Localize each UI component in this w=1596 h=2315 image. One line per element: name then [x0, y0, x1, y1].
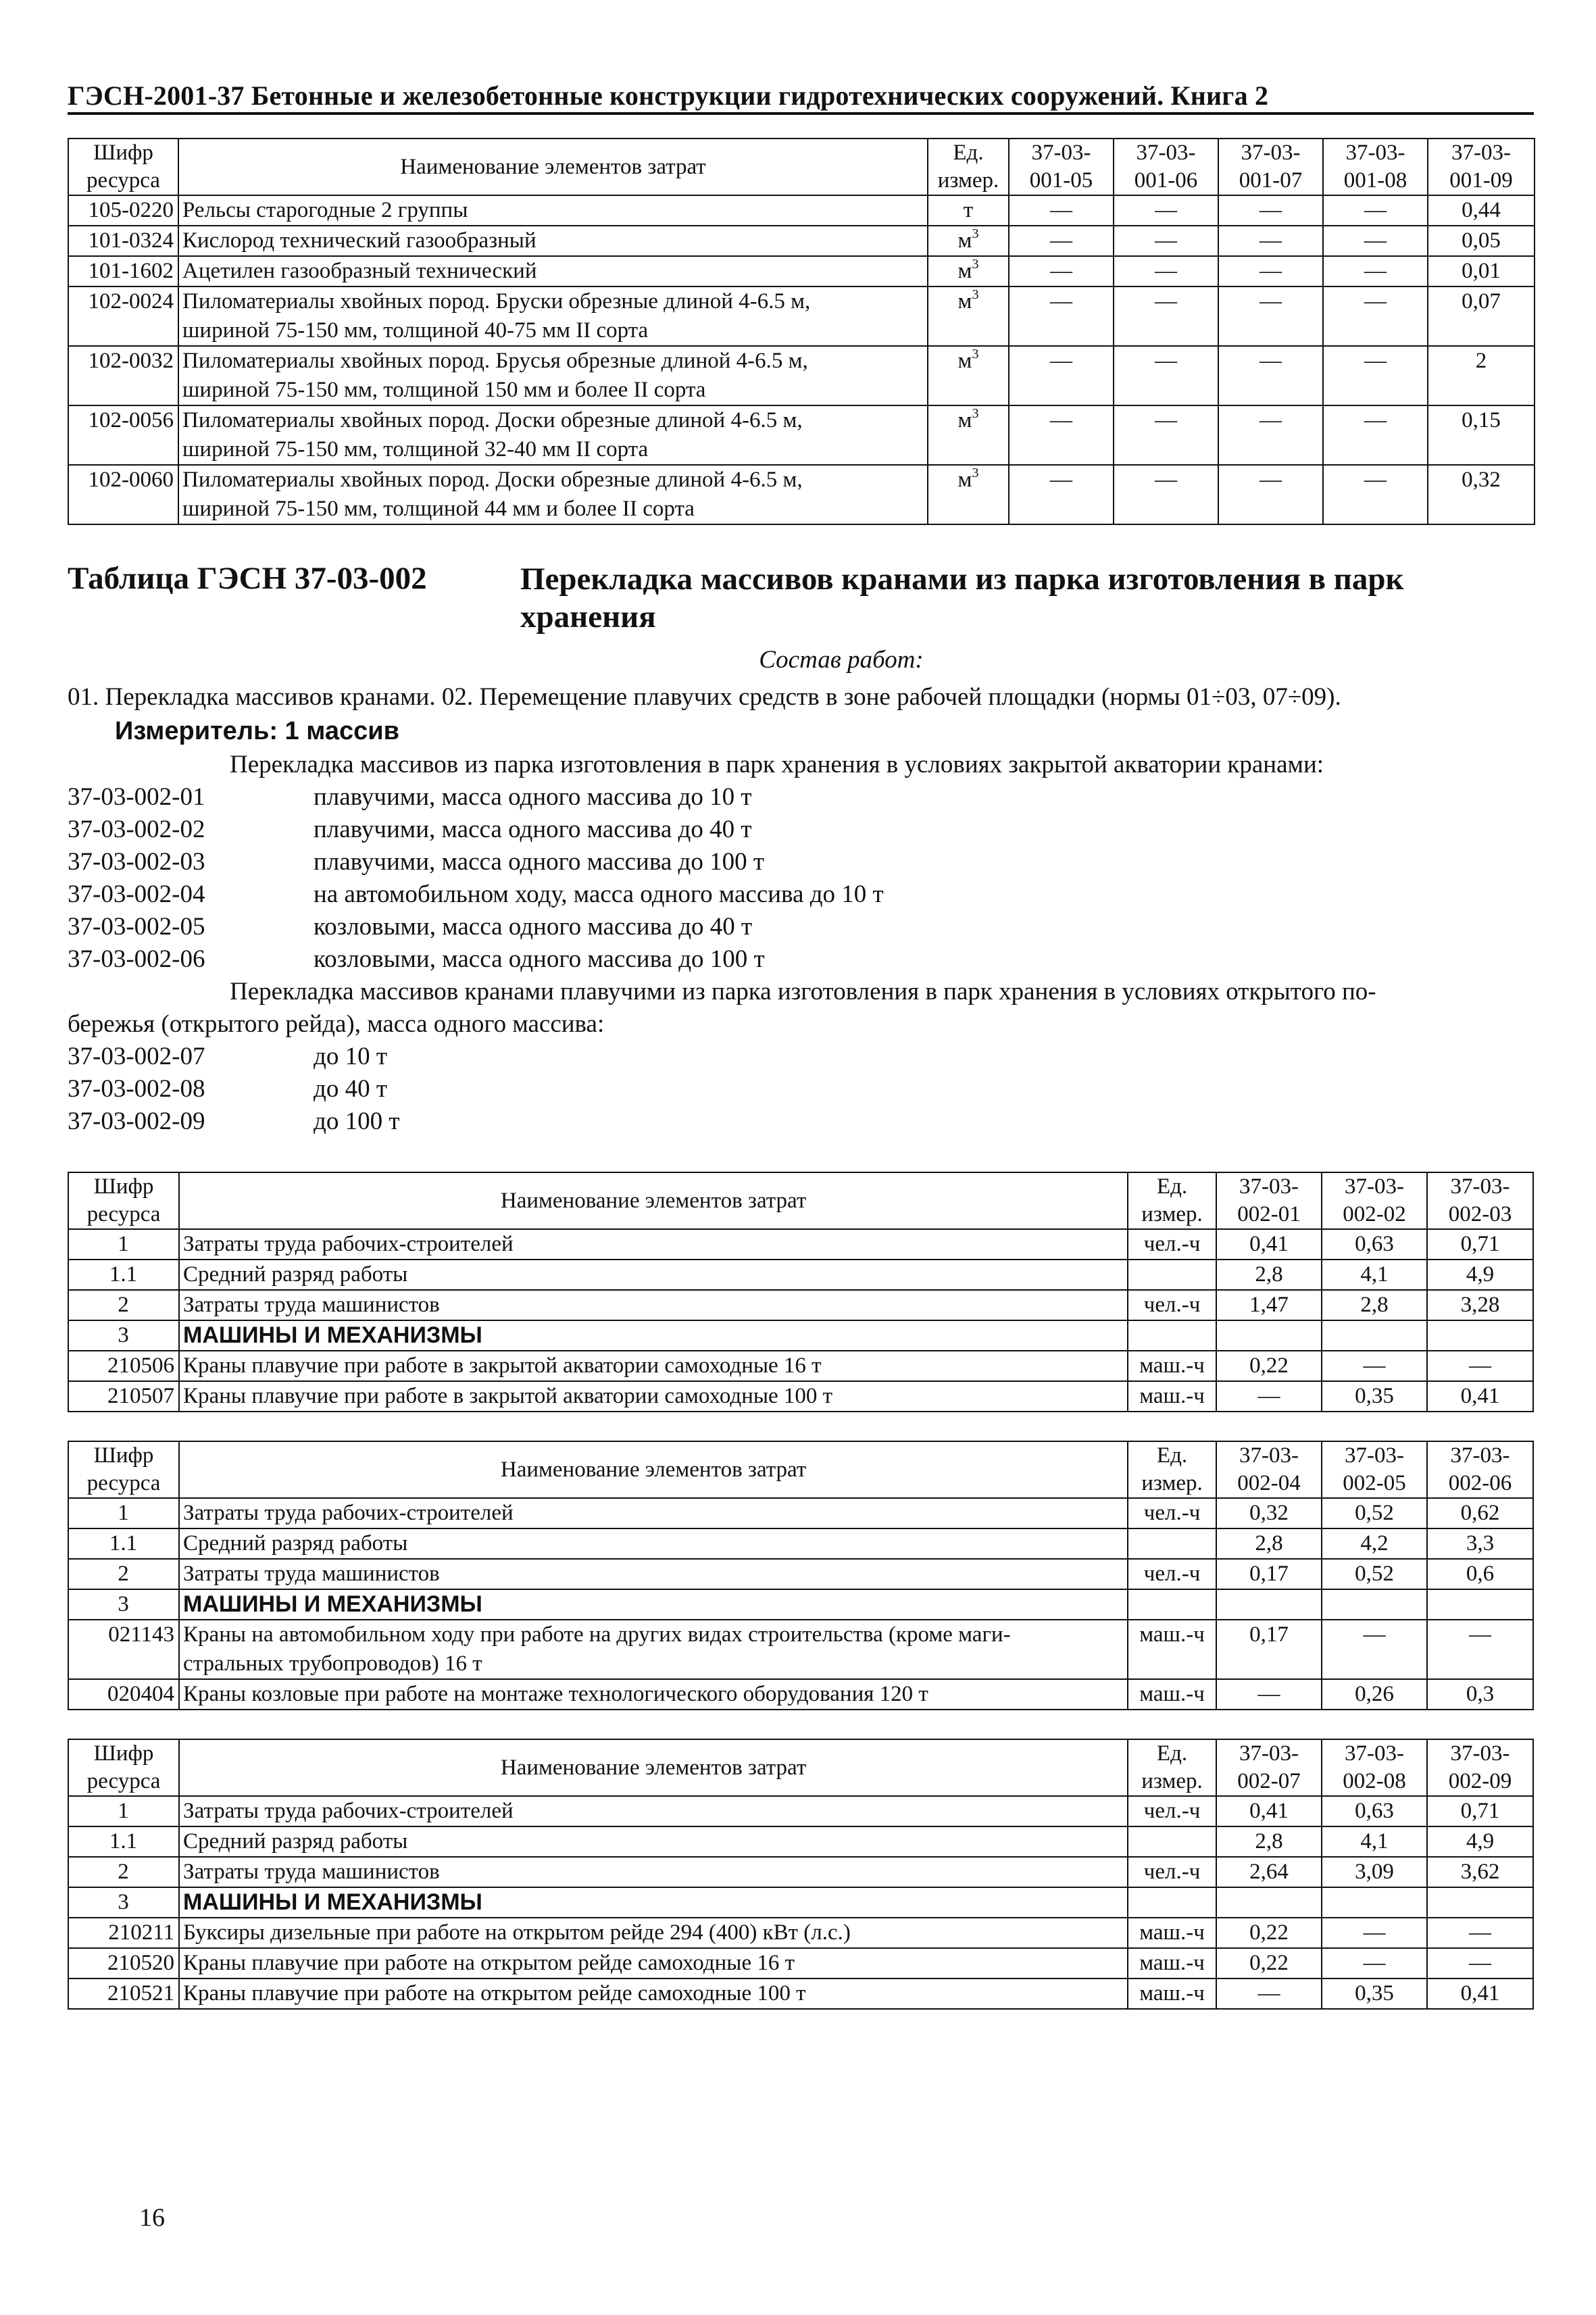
value: — — [1322, 1620, 1427, 1679]
unit: $м^3$ — [928, 287, 1009, 346]
value: — — [1323, 287, 1428, 346]
unit: чел.-ч — [1128, 1498, 1216, 1528]
resource-code: 105-0220 — [68, 195, 178, 226]
header-unit: Ед. измер. — [1128, 1441, 1216, 1498]
value: — — [1114, 287, 1218, 346]
unit: $м^3$ — [928, 405, 1009, 465]
value: 0,22 — [1216, 1948, 1322, 1978]
norm-code: 37-03-002-06 — [68, 945, 205, 973]
resource-table-002-04-06 — [68, 1441, 1534, 1710]
resource-code: 2 — [68, 1857, 179, 1887]
value: 3,3 — [1427, 1528, 1533, 1559]
page-number: 16 — [139, 2204, 165, 2232]
value: 0,41 — [1427, 1381, 1533, 1412]
header-norm: 37-03- 002-02 — [1322, 1172, 1427, 1229]
resource-name: Кислород технический газообразный — [178, 226, 928, 256]
norm-text: плавучими, масса одного массива до 100 т — [314, 848, 765, 876]
value — [1427, 1589, 1533, 1620]
value: — — [1427, 1620, 1533, 1679]
resource-name: Затраты труда рабочих-строителей — [179, 1498, 1128, 1528]
resource-code: 210506 — [68, 1351, 179, 1381]
resource-code: 3 — [68, 1320, 179, 1351]
table-row — [68, 1351, 1533, 1381]
resource-code: 3 — [68, 1589, 179, 1620]
value — [1216, 1887, 1322, 1918]
table-row — [68, 1796, 1533, 1826]
norm-item — [68, 781, 1534, 814]
table-section-row — [68, 1887, 1533, 1918]
norm-text: плавучими, масса одного массива до 40 т — [314, 816, 752, 843]
value: 0,17 — [1216, 1620, 1322, 1679]
value: 0,15 — [1428, 405, 1535, 465]
section-heading: МАШИНЫ И МЕХАНИЗМЫ — [179, 1887, 1128, 1918]
table-row — [68, 1498, 1533, 1528]
value: 0,41 — [1216, 1796, 1322, 1826]
value: — — [1323, 405, 1428, 465]
norm-item — [68, 1041, 1534, 1073]
value: 2,8 — [1322, 1290, 1427, 1320]
value: 0,52 — [1322, 1559, 1427, 1589]
unit: чел.-ч — [1128, 1559, 1216, 1589]
unit: чел.-ч — [1128, 1229, 1216, 1260]
table-row — [68, 1948, 1533, 1978]
value: 3,62 — [1427, 1857, 1533, 1887]
table-row — [68, 226, 1535, 256]
resource-table-002-01-03 — [68, 1172, 1534, 1412]
header-norm: 37-03- 001-08 — [1323, 139, 1428, 195]
table-row — [68, 1381, 1533, 1412]
section-heading: МАШИНЫ И МЕХАНИЗМЫ — [179, 1589, 1128, 1620]
value: 0,71 — [1427, 1796, 1533, 1826]
value: — — [1323, 226, 1428, 256]
value: — — [1009, 465, 1114, 524]
value: — — [1009, 405, 1114, 465]
resource-code: 210521 — [68, 1978, 179, 2009]
unit: чел.-ч — [1128, 1290, 1216, 1320]
value — [1216, 1320, 1322, 1351]
header-norm: 37-03- 002-01 — [1216, 1172, 1322, 1229]
header-norm: 37-03- 002-06 — [1427, 1441, 1533, 1498]
table-row — [68, 1826, 1533, 1857]
norm-item — [68, 911, 1534, 943]
header-code: Шифр ресурса — [68, 1172, 179, 1229]
header-name: Наименование элементов затрат — [179, 1172, 1128, 1229]
value — [1427, 1320, 1533, 1351]
table-row — [68, 1679, 1533, 1710]
value: — — [1218, 465, 1323, 524]
resource-name: Затраты труда машинистов — [179, 1290, 1128, 1320]
value: 0,22 — [1216, 1351, 1322, 1381]
value — [1322, 1320, 1427, 1351]
value: 2,8 — [1216, 1528, 1322, 1559]
value: 1,47 — [1216, 1290, 1322, 1320]
resource-name: Средний разряд работы — [179, 1260, 1128, 1290]
header-name: Наименование элементов затрат — [179, 1739, 1128, 1796]
value: — — [1009, 287, 1114, 346]
unit: $м^3$ — [928, 346, 1009, 405]
norm-item — [68, 814, 1534, 846]
resource-code: 3 — [68, 1887, 179, 1918]
norm-code: 37-03-002-01 — [68, 783, 205, 811]
value: — — [1216, 1978, 1322, 2009]
resource-code: 102-0024 — [68, 287, 178, 346]
unit — [1128, 1260, 1216, 1290]
resource-name: Краны плавучие при работе в закрытой акватории самоходные 16 т — [179, 1351, 1128, 1381]
resource-name: Ацетилен газообразный технический — [178, 256, 928, 287]
header-norm: 37-03- 002-09 — [1427, 1739, 1533, 1796]
norm-code: 37-03-002-04 — [68, 880, 205, 908]
value: — — [1114, 195, 1218, 226]
value: — — [1218, 226, 1323, 256]
header-norm: 37-03- 002-04 — [1216, 1441, 1322, 1498]
value: 2 — [1428, 346, 1535, 405]
unit: чел.-ч — [1128, 1796, 1216, 1826]
unit — [1128, 1528, 1216, 1559]
value: 0,32 — [1428, 465, 1535, 524]
value: 0,22 — [1216, 1918, 1322, 1948]
resource-name: Пиломатериалы хвойных пород. Брусья обрезные длиной 4-6.5 м, шириной 75-150 мм, толщиной 150 мм и более II сорта — [178, 346, 928, 405]
value: — — [1114, 405, 1218, 465]
value: 2,8 — [1216, 1826, 1322, 1857]
value: 0,07 — [1428, 287, 1535, 346]
value: — — [1009, 195, 1114, 226]
resource-code: 102-0032 — [68, 346, 178, 405]
unit: маш.-ч — [1128, 1918, 1216, 1948]
table-row — [68, 1857, 1533, 1887]
resource-name: Средний разряд работы — [179, 1528, 1128, 1559]
resource-code: 020404 — [68, 1679, 179, 1710]
value: — — [1427, 1918, 1533, 1948]
resource-name: Пиломатериалы хвойных пород. Доски обрезные длиной 4-6.5 м, шириной 75-150 мм, толщиной 44 мм и более II сорта — [178, 465, 928, 524]
value: — — [1009, 346, 1114, 405]
value: 4,9 — [1427, 1826, 1533, 1857]
resource-table-002-07-09 — [68, 1739, 1534, 2010]
header-norm: 37-03- 002-07 — [1216, 1739, 1322, 1796]
unit: $м^3$ — [928, 465, 1009, 524]
resource-code: 021143 — [68, 1620, 179, 1679]
table-row — [68, 1229, 1533, 1260]
unit: чел.-ч — [1128, 1857, 1216, 1887]
header-norm: 37-03- 001-05 — [1009, 139, 1114, 195]
resource-name: Пиломатериалы хвойных пород. Доски обрезные длиной 4-6.5 м, шириной 75-150 мм, толщиной 32-40 мм II сорта — [178, 405, 928, 465]
table-row — [68, 1978, 1533, 2009]
table-row — [68, 1620, 1533, 1679]
work-composition-label: Состав работ: — [759, 646, 924, 674]
table-section-row — [68, 1320, 1533, 1351]
unit: $м^3$ — [928, 256, 1009, 287]
table-row — [68, 1290, 1533, 1320]
norm-text: козловыми, масса одного массива до 40 т — [314, 913, 753, 941]
header-norm: 37-03- 001-09 — [1428, 139, 1535, 195]
value: — — [1427, 1351, 1533, 1381]
header-norm: 37-03- 002-05 — [1322, 1441, 1427, 1498]
page-header: ГЭСН-2001-37 Бетонные и железобетонные конструкции гидротехнических сооружений. Книга 2 — [68, 81, 1534, 115]
value: 0,26 — [1322, 1679, 1427, 1710]
value: 0,6 — [1427, 1559, 1533, 1589]
norm-text: до 10 т — [314, 1043, 387, 1070]
resource-name: Краны плавучие при работе на открытом рейде самоходные 100 т — [179, 1978, 1128, 2009]
header-norm: 37-03- 002-03 — [1427, 1172, 1533, 1229]
resource-name: Средний разряд работы — [179, 1826, 1128, 1857]
section-title-block — [68, 560, 1534, 641]
resource-code: 1 — [68, 1796, 179, 1826]
value: — — [1216, 1679, 1322, 1710]
value: 0,63 — [1322, 1229, 1427, 1260]
norm-text: козловыми, масса одного массива до 100 т — [314, 945, 765, 973]
table-row — [68, 1528, 1533, 1559]
value: 0,17 — [1216, 1559, 1322, 1589]
unit: $м^3$ — [928, 226, 1009, 256]
resource-name: Краны козловые при работе на монтаже технологического оборудования 120 т — [179, 1679, 1128, 1710]
header-code: Шифр ресурса — [68, 1739, 179, 1796]
norm-item — [68, 878, 1534, 911]
resource-code: 102-0056 — [68, 405, 178, 465]
value: — — [1427, 1948, 1533, 1978]
norm-code: 37-03-002-08 — [68, 1075, 205, 1103]
header-code: Шифр ресурса — [68, 139, 178, 195]
table-row — [68, 405, 1535, 465]
resource-name: Пиломатериалы хвойных пород. Бруски обрезные длиной 4-6.5 м, шириной 75-150 мм, толщиной 40-75 мм II сорта — [178, 287, 928, 346]
resource-code: 1.1 — [68, 1826, 179, 1857]
header-norm: 37-03- 002-08 — [1322, 1739, 1427, 1796]
header-unit: Ед. измер. — [1128, 1172, 1216, 1229]
table-row — [68, 346, 1535, 405]
table-row — [68, 1918, 1533, 1948]
value — [1216, 1589, 1322, 1620]
value: — — [1114, 226, 1218, 256]
resource-code: 101-0324 — [68, 226, 178, 256]
value: — — [1009, 226, 1114, 256]
resource-name: Краны плавучие при работе в закрытой акватории самоходные 100 т — [179, 1381, 1128, 1412]
unit: маш.-ч — [1128, 1948, 1216, 1978]
norm-code: 37-03-002-09 — [68, 1107, 205, 1135]
header-norm: 37-03- 001-07 — [1218, 139, 1323, 195]
table-row — [68, 1260, 1533, 1290]
value: — — [1114, 346, 1218, 405]
resource-code: 102-0060 — [68, 465, 178, 524]
unit — [1128, 1826, 1216, 1857]
unit — [1128, 1887, 1216, 1918]
table-row — [68, 1559, 1533, 1589]
norm-item — [68, 943, 1534, 976]
value: — — [1322, 1351, 1427, 1381]
value: — — [1009, 256, 1114, 287]
unit: маш.-ч — [1128, 1679, 1216, 1710]
value: 3,28 — [1427, 1290, 1533, 1320]
unit: маш.-ч — [1128, 1620, 1216, 1679]
resource-name: Краны на автомобильном ходу при работе на других видах строительства (кроме маги- стральных трубопроводов) 16 т — [179, 1620, 1128, 1679]
table-row — [68, 256, 1535, 287]
unit: маш.-ч — [1128, 1351, 1216, 1381]
table-header-row — [68, 1172, 1533, 1229]
value: 2,64 — [1216, 1857, 1322, 1887]
resource-code: 101-1602 — [68, 256, 178, 287]
value: 0,35 — [1322, 1381, 1427, 1412]
value: 4,2 — [1322, 1528, 1427, 1559]
value: 0,52 — [1322, 1498, 1427, 1528]
table-title: Перекладка массивов кранами из парка изготовления в парк хранения — [520, 562, 1404, 634]
resource-code: 2 — [68, 1559, 179, 1589]
value: 0,62 — [1427, 1498, 1533, 1528]
resource-code: 1 — [68, 1229, 179, 1260]
resource-code: 210520 — [68, 1948, 179, 1978]
section-heading: МАШИНЫ И МЕХАНИЗМЫ — [179, 1320, 1128, 1351]
value: 0,71 — [1427, 1229, 1533, 1260]
unit — [1128, 1320, 1216, 1351]
value: — — [1322, 1948, 1427, 1978]
value: 0,44 — [1428, 195, 1535, 226]
resource-name: Затраты труда рабочих-строителей — [179, 1796, 1128, 1826]
value: — — [1322, 1918, 1427, 1948]
value: 2,8 — [1216, 1260, 1322, 1290]
value: 0,41 — [1216, 1229, 1322, 1260]
value: 0,32 — [1216, 1498, 1322, 1528]
table-header-row — [68, 1441, 1533, 1498]
norm-text: до 100 т — [314, 1107, 400, 1135]
norms-intro: Перекладка массивов из парка изготовления в парк хранения в условиях закрытой акватории кранами: — [230, 751, 1324, 778]
norm-text: на автомобильном ходу, масса одного массива до 10 т — [314, 880, 884, 908]
value: — — [1218, 346, 1323, 405]
norm-code: 37-03-002-02 — [68, 816, 205, 843]
value — [1427, 1887, 1533, 1918]
resource-code: 2 — [68, 1290, 179, 1320]
resource-code: 1.1 — [68, 1260, 179, 1290]
unit: т — [928, 195, 1009, 226]
norms-intro-2: Перекладка массивов кранами плавучими из парка изготовления в парк хранения в условиях открытого по- — [230, 978, 1376, 1005]
resource-name: Затраты труда машинистов — [179, 1559, 1128, 1589]
unit: маш.-ч — [1128, 1381, 1216, 1412]
value: 0,01 — [1428, 256, 1535, 287]
value: — — [1323, 256, 1428, 287]
resource-name: Рельсы старогодные 2 группы — [178, 195, 928, 226]
header-unit: Ед. измер. — [1128, 1739, 1216, 1796]
resource-name: Краны плавучие при работе на открытом рейде самоходные 16 т — [179, 1948, 1128, 1978]
resource-code: 210211 — [68, 1918, 179, 1948]
unit: маш.-ч — [1128, 1978, 1216, 2009]
header-name: Наименование элементов затрат — [179, 1441, 1128, 1498]
value: — — [1218, 287, 1323, 346]
header-code: Шифр ресурса — [68, 1441, 179, 1498]
table-label: Таблица ГЭСН 37-03-002 — [68, 561, 427, 596]
table-header-row — [68, 139, 1535, 195]
value: 4,1 — [1322, 1826, 1427, 1857]
norms-intro-2-cont: бережья (открытого рейда), масса одного массива: — [68, 1010, 605, 1038]
table-header-row — [68, 1739, 1533, 1796]
value: — — [1114, 256, 1218, 287]
norm-item — [68, 1073, 1534, 1105]
value: 0,41 — [1427, 1978, 1533, 2009]
header-name: Наименование элементов затрат — [178, 139, 928, 195]
resource-table-001 — [68, 138, 1535, 525]
value: — — [1114, 465, 1218, 524]
value: 0,3 — [1427, 1679, 1533, 1710]
measure-unit: Измеритель: 1 массив — [115, 717, 399, 745]
value: 0,05 — [1428, 226, 1535, 256]
table-row — [68, 287, 1535, 346]
norm-code: 37-03-002-07 — [68, 1043, 205, 1070]
value: 4,9 — [1427, 1260, 1533, 1290]
resource-name: Буксиры дизельные при работе на открытом рейде 294 (400) кВт (л.с.) — [179, 1918, 1128, 1948]
value: 4,1 — [1322, 1260, 1427, 1290]
norm-item — [68, 846, 1534, 878]
value — [1322, 1589, 1427, 1620]
work-composition-text: 01. Перекладка массивов кранами. 02. Перемещение плавучих средств в зоне рабочей площадки (нормы 01÷03, 07÷09). — [68, 683, 1341, 711]
norm-code: 37-03-002-03 — [68, 848, 205, 876]
header-norm: 37-03- 001-06 — [1114, 139, 1218, 195]
value: — — [1323, 195, 1428, 226]
resource-name: Затраты труда рабочих-строителей — [179, 1229, 1128, 1260]
value — [1322, 1887, 1427, 1918]
value: 0,35 — [1322, 1978, 1427, 2009]
resource-code: 210507 — [68, 1381, 179, 1412]
value: — — [1218, 195, 1323, 226]
document-page — [68, 81, 1534, 2010]
resource-code: 1 — [68, 1498, 179, 1528]
resource-name: Затраты труда машинистов — [179, 1857, 1128, 1887]
value: — — [1323, 346, 1428, 405]
value: — — [1218, 256, 1323, 287]
unit — [1128, 1589, 1216, 1620]
value: — — [1216, 1381, 1322, 1412]
resource-code: 1.1 — [68, 1528, 179, 1559]
table-section-row — [68, 1589, 1533, 1620]
table-row — [68, 195, 1535, 226]
table-row — [68, 465, 1535, 524]
value: — — [1218, 405, 1323, 465]
norm-code: 37-03-002-05 — [68, 913, 205, 941]
value: 3,09 — [1322, 1857, 1427, 1887]
norm-text: плавучими, масса одного массива до 10 т — [314, 783, 752, 811]
header-unit: Ед. измер. — [928, 139, 1009, 195]
norm-text: до 40 т — [314, 1075, 387, 1103]
value: — — [1323, 465, 1428, 524]
norm-item — [68, 1105, 1534, 1138]
value: 0,63 — [1322, 1796, 1427, 1826]
